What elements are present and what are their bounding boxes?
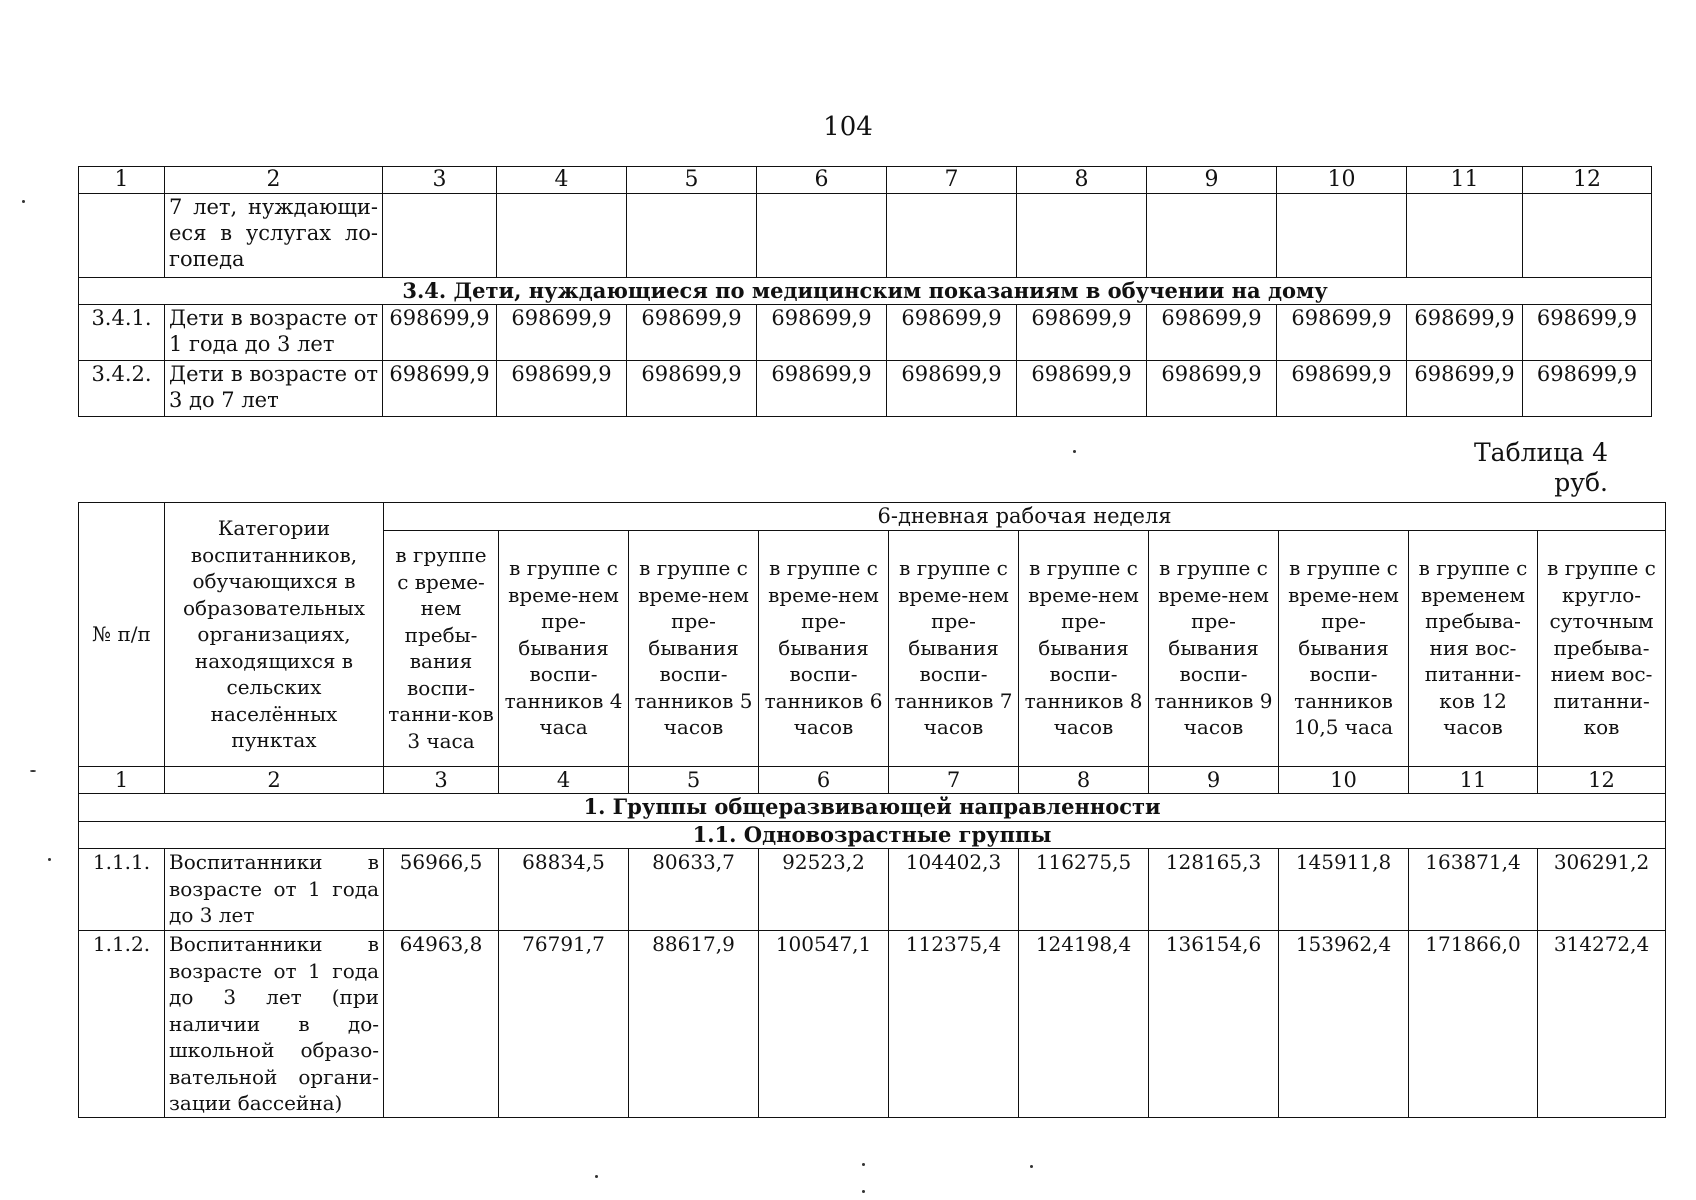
col-number: 6: [757, 167, 887, 194]
column-number-row: [79, 167, 1652, 194]
col-number: 9: [1147, 167, 1277, 194]
scan-speck: [1073, 450, 1076, 453]
table-row: [79, 305, 1652, 361]
col-number: 8: [1017, 167, 1147, 194]
cell-value: 698699,9: [627, 361, 757, 417]
cell-value: 163871,4: [1409, 849, 1538, 931]
header-category: Категории воспитанников, обучающихся в образовательных организациях, находящихся в сельских населённых пунктах: [165, 503, 384, 767]
section-row: [79, 794, 1666, 822]
header-column: в группе с време-нем пре-бывания воспи-танников 7 часов: [889, 530, 1019, 766]
col-number: 5: [627, 167, 757, 194]
col-number: 4: [499, 766, 629, 794]
cell-value: 698699,9: [887, 361, 1017, 417]
cell-value: 314272,4: [1538, 931, 1666, 1118]
cell-value: 698699,9: [1277, 361, 1407, 417]
header-column: в группе с време-нем пре-бывания воспи-танников 5 часов: [629, 530, 759, 766]
row-number: 1.1.2.: [79, 931, 165, 1118]
cell-value: 698699,9: [887, 305, 1017, 361]
section-row: [79, 278, 1652, 305]
table-row: [79, 931, 1666, 1118]
column-number-row: [79, 766, 1666, 794]
cell-value: 698699,9: [1523, 361, 1652, 417]
header-week: 6-дневная рабочая неделя: [384, 503, 1666, 531]
header-num: № п/п: [79, 503, 165, 767]
header-row-week: [79, 503, 1666, 531]
cell-value: 76791,7: [499, 931, 629, 1118]
cell-value: 698699,9: [383, 361, 497, 417]
cell-value: 698699,9: [383, 305, 497, 361]
cell-value: 104402,3: [889, 849, 1019, 931]
col-number: 5: [629, 766, 759, 794]
row-category: Дети в возрасте от 1 года до 3 лет: [165, 305, 383, 361]
cell-value: 68834,5: [499, 849, 629, 931]
page-number: 104: [823, 112, 873, 142]
header-column: в группе с време-нем пре-бывания воспи-танников 8 часов: [1019, 530, 1149, 766]
cell-value: 698699,9: [627, 305, 757, 361]
col-number: 2: [165, 766, 384, 794]
cell-value: 153962,4: [1279, 931, 1409, 1118]
col-number: 8: [1019, 766, 1149, 794]
cell-value: 136154,6: [1149, 931, 1279, 1118]
row-number: 1.1.1.: [79, 849, 165, 931]
col-number: 10: [1277, 167, 1407, 194]
cell-value: 698699,9: [757, 305, 887, 361]
table-continuation: [78, 166, 1652, 417]
col-number: 12: [1523, 167, 1652, 194]
row-category: Дети в возрасте от 3 до 7 лет: [165, 361, 383, 417]
scan-speck: [1030, 1165, 1033, 1168]
cell-value: 56966,5: [384, 849, 499, 931]
header-column: в группе с време-нем пре-бывания воспи-танников 6 часов: [759, 530, 889, 766]
row-category: Воспитанники в возрасте от 1 года до 3 лет: [165, 849, 384, 931]
cell-value: 698699,9: [1147, 305, 1277, 361]
col-number: 11: [1407, 167, 1523, 194]
header-column: в группе с кругло-суточным пребыва-нием вос-питанни-ков: [1538, 530, 1666, 766]
cell-value: 128165,3: [1149, 849, 1279, 931]
cell-value: 80633,7: [629, 849, 759, 931]
col-number: 9: [1149, 766, 1279, 794]
col-number: 1: [79, 167, 165, 194]
table-title: Таблица 4: [1473, 438, 1608, 467]
cell-value: 92523,2: [759, 849, 889, 931]
scan-speck: [30, 770, 36, 772]
cell-value: 698699,9: [1407, 361, 1523, 417]
scan-speck: [595, 1175, 598, 1178]
table-row-continued: [79, 194, 1652, 278]
cell-value: 306291,2: [1538, 849, 1666, 931]
col-number: 7: [887, 167, 1017, 194]
cell-value: 698699,9: [497, 361, 627, 417]
table-caption: [1300, 438, 1608, 498]
cell-value: 698699,9: [757, 361, 887, 417]
cell-value: 698699,9: [1277, 305, 1407, 361]
subsection-row: [79, 821, 1666, 849]
section-title: 1. Группы общеразвивающей направленности: [79, 794, 1666, 822]
cell-value: 116275,5: [1019, 849, 1149, 931]
row-category: Воспитанники в возрасте от 1 года до 3 лет (при наличии в до-школьной образо-вательной органи-зации бассейна): [165, 931, 384, 1118]
col-number: 4: [497, 167, 627, 194]
scan-speck: [862, 1190, 865, 1193]
col-number: 10: [1279, 766, 1409, 794]
cell-value: 145911,8: [1279, 849, 1409, 931]
table-unit: руб.: [1554, 468, 1608, 497]
cell-value: 698699,9: [1147, 361, 1277, 417]
col-number: 11: [1409, 766, 1538, 794]
cell-value: 124198,4: [1019, 931, 1149, 1118]
cell-value: 698699,9: [1017, 361, 1147, 417]
cell-value: 698699,9: [1017, 305, 1147, 361]
scan-speck: [862, 1163, 865, 1166]
cell-value: 698699,9: [497, 305, 627, 361]
col-number: 2: [165, 167, 383, 194]
header-column: в группе с време-нем пребы-вания воспи-танни-ков 3 часа: [384, 530, 499, 766]
row-number: 3.4.2.: [79, 361, 165, 417]
cell-value: 171866,0: [1409, 931, 1538, 1118]
row-number: 3.4.1.: [79, 305, 165, 361]
cell-value: 112375,4: [889, 931, 1019, 1118]
table-4: [78, 502, 1666, 1118]
table-row: [79, 361, 1652, 417]
row-category: 7 лет, нуждающи-еся в услугах ло-гопеда: [165, 194, 383, 278]
col-number: 3: [384, 766, 499, 794]
scan-speck: [48, 858, 51, 861]
header-column: в группе с време-нем пре-бывания воспи-танников 9 часов: [1149, 530, 1279, 766]
section-title: 3.4. Дети, нуждающиеся по медицинским показаниям в обучении на дому: [79, 278, 1652, 305]
cell-value: 64963,8: [384, 931, 499, 1118]
col-number: 1: [79, 766, 165, 794]
col-number: 12: [1538, 766, 1666, 794]
col-number: 6: [759, 766, 889, 794]
subsection-title: 1.1. Одновозрастные группы: [79, 821, 1666, 849]
scan-speck: [22, 200, 25, 203]
header-column: в группе с временем пребыва-ния вос-питанни-ков 12 часов: [1409, 530, 1538, 766]
header-column: в группе с време-нем пре-бывания воспи-танников 10,5 часа: [1279, 530, 1409, 766]
header-column: в группе с време-нем пре-бывания воспи-танников 4 часа: [499, 530, 629, 766]
cell-value: 100547,1: [759, 931, 889, 1118]
table-row: [79, 849, 1666, 931]
cell-value: 88617,9: [629, 931, 759, 1118]
col-number: 7: [889, 766, 1019, 794]
col-number: 3: [383, 167, 497, 194]
cell-value: 698699,9: [1523, 305, 1652, 361]
cell-value: 698699,9: [1407, 305, 1523, 361]
